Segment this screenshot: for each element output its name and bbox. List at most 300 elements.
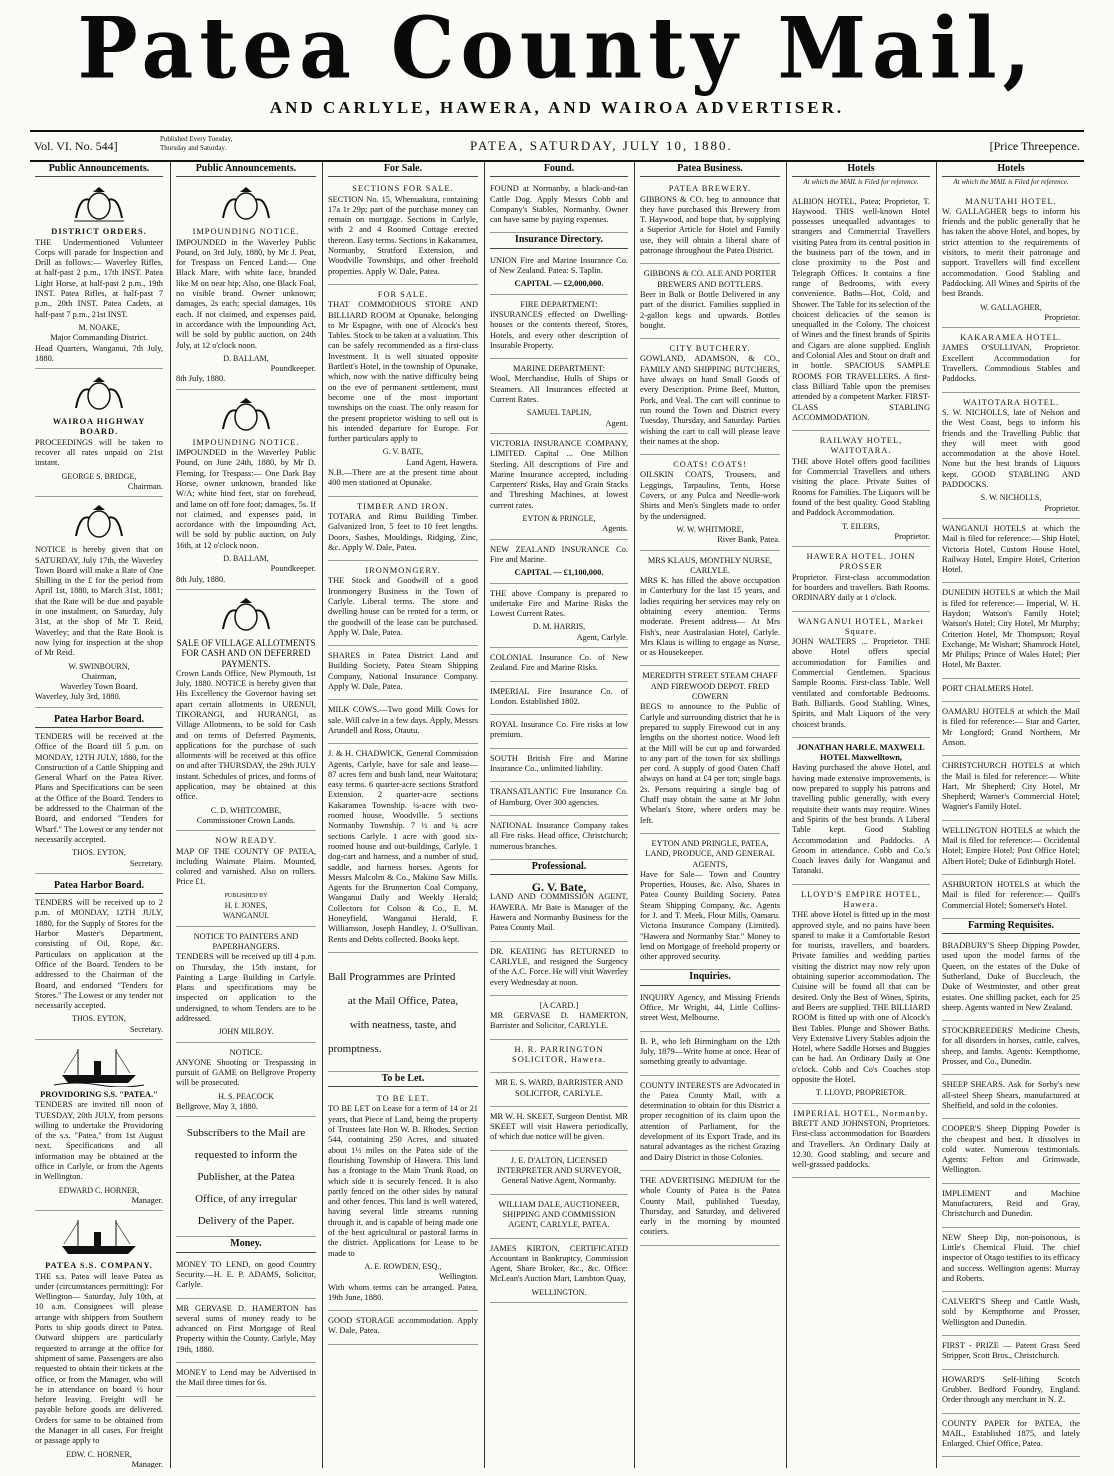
ad-stockbreeders	[942, 1023, 1080, 1075]
ad-albion-hotel	[792, 194, 930, 432]
ad-chaff-depot	[640, 668, 780, 833]
ad-coats	[640, 457, 780, 550]
ad-sections-sale	[328, 181, 478, 285]
signature: M. NOAKE,	[78, 322, 120, 332]
ad-body: SHEEP SHEARS. Ask for Sorby's new all-steel Sheep Shears, manufactured at Sheffield, and sold in the colonies.	[942, 1080, 1080, 1110]
ad-body: SECTION No. 15, Whenuakura, containing 17a 1r 29p; part of the purchase money can remain on mortgage. Sections in Carlyle, with 2 and 4 Roomed Cottage erected thereon. Easy terms. Sections in Kakaramea, Normanby, Stratford Extension, and Woodville Townships, and other freehold properties. Apply W. Dale, Patea.	[328, 194, 478, 276]
ad-line: requested to inform the	[194, 1149, 298, 1162]
signature-place: River Bank, Patea.	[717, 535, 780, 545]
ad-body: TENDERS will be received up till 4 p.m. on Thursday, the 15th instant, for Painting a Large Building in Carlyle. Plans and specifications may be inspected on application to the undersigned, to whom Tenders are to be addressed.	[176, 952, 316, 1023]
signature-title: Poundkeeper.	[270, 364, 316, 374]
ad-title: DISTRICT ORDERS.	[51, 227, 147, 237]
ad-maxwell-hotel	[792, 740, 930, 885]
royal-crest-icon	[211, 597, 281, 635]
ad-chadwick	[328, 746, 478, 953]
ad-ball-programmes	[328, 955, 478, 1072]
ad-shares	[328, 648, 478, 700]
ad-wairoa-highway	[35, 371, 163, 497]
section-heading: Patea Business.	[640, 164, 780, 177]
signature: A. E. ROWDEN, ESQ.,	[364, 1261, 442, 1271]
signature-title: Land Agent, Hawera.	[406, 457, 478, 467]
ad-title: WANGANUI HOTEL, Market Square.	[798, 616, 924, 636]
ad-line: at the Mail Office, Patea,	[347, 994, 459, 1007]
ad-store-billiard	[328, 287, 478, 497]
ad-title: COATS! COATS!	[673, 460, 747, 470]
section-heading: Public Announcements.	[176, 164, 316, 177]
ad-harbor-stores	[35, 876, 163, 1040]
ad-to-be-let	[328, 1091, 478, 1311]
ad-body: THE ADVERTISING MEDIUM for the whole County of Patea is the Patea County Mail, published Tuesday, Thursday, and Saturday, and delivered early in the morning by mounted couriers.	[640, 1175, 780, 1237]
ad-title: NOW READY.	[215, 836, 277, 846]
ad-body: TO BE LET on Lease for a term of 14 or 21 years, that Piece of Land, being the property of Trustees late Hon W. B. Rhodes, Section 544, containing 250 Acres, and situated about 1½ miles on the Patea side of the flourishing Township of Hawera. This land has a frontage to the Main Trunk Road, on which side it is securely fenced. It is also partly fenced on the other sides by natural and other fences. This land is well watered, having several little streams running through it, and is capable of being made one of the best agricultural or pastoral farms in the district. Applications for Lease to be made to	[328, 1104, 478, 1258]
capital-amount: CAPITAL — £1,100,000.	[514, 568, 604, 578]
section-heading: Found.	[490, 164, 628, 177]
ad-body: ALBION HOTEL, Patea; Proprietor, T. Haywood. THIS well-known Hotel possesses unequalled advantages to strangers and Commercial Travellers visiting Patea from its central position in the business part of the town, and in close proximity to the Post and Telegraph Offices. It contains a fine range of Bedrooms, with every convenience. Baths—Hot, Cold, and Shower. The Table for its selection of the choicest delicacies of the season is unequalled in the Colony. The choicest of Wines and the finest brands of Spirits and Cigars are alone supplied. English and Colonial Ales and Stout on draft and in bottle. SPACIOUS SAMPLE ROOMS FOR TRAVELLERS. A first-class Billiard Table upon the premises attended by a competent Marker. FIRST-CLASS STABLING ACCOMMODATION.	[792, 196, 930, 422]
ad-body: MR E. S. WARD, BARRISTER AND SOLICITOR, CARLYLE.	[495, 1078, 623, 1098]
ad-title: CITY BUTCHERY.	[669, 344, 751, 354]
ad-body: WELLINGTON HOTELS at which the Mail is filed for reference:— Occidental Hotel; Empire Hotel; Post Office Hotel; Albert Hotel; Duke of Edinburgh Hotel.	[942, 825, 1080, 866]
ad-map-county	[176, 833, 316, 926]
signature-title: Manager.	[131, 1459, 163, 1468]
ad-body: TENDERS will be received up to 2 p.m. of MONDAY, 12TH JULY, 1880, for the Supply of Stores for the Harbor Master's Department, consisting of Oil, Rope, &c. Particulars on application at the Office of the Board. Tenders to be addressed to the Chairman of the Board, and endorsed "Tenders for Stores." The Lowest or any tender not necessarily accepted.	[35, 898, 163, 1011]
ad-body: MR W. H. SKEET, Surgeon Dentist. MR SKEET will visit Hawera periodically, of which due notice will be given.	[490, 1111, 628, 1142]
ad-colonial	[490, 650, 628, 682]
ad-body: MONEY to Lend may be Advertised in the Mail three times for 6s.	[176, 1368, 316, 1388]
ad-body: THE Undermentioned Volunteer Corps will parade for Inspection and Drill as follows:— Waverley Rifles, at half-past 2 p.m., 17th INST. Patea Light Horse, at half-past 2 p.m., 19th INST. Patea Rifles, at half-past 7 p.m., 20th INST. Patea Cadets, at half-past 7 p.m., 21st INST.	[35, 237, 163, 319]
ad-title: PATEA BREWERY.	[668, 184, 752, 194]
ad-railway-hotel	[792, 433, 930, 547]
ad-date: 8th July, 1880.	[176, 374, 226, 384]
ad-title: RAILWAY HOTEL, WAITOTARA.	[819, 436, 903, 456]
ad-body: B. P., who left Birmingham on the 12th July, 1879—Write home at once. Hear of something greatly to advantage.	[640, 1036, 780, 1067]
ad-body: JAMES O'SULLIVAN, Proprietor. Excellent Accommodation for Travellers. Commodious Stables and Paddocks.	[942, 343, 1080, 384]
ad-parrington	[490, 1042, 628, 1074]
royal-crest-icon	[211, 397, 281, 435]
ad-body: BRETT AND JOHNSTON, Proprietors. First-class accommodation for Boarders and Travellers. An Ordinary Daily at 12.30. Good stabling, and secure and well-grassed paddocks.	[792, 1118, 930, 1170]
ad-title: WAITOTARA HOTEL.	[962, 397, 1060, 407]
ad-port-chalmers	[942, 681, 1080, 702]
ad-money-1	[176, 1257, 316, 1299]
ad-eyton-pringle	[640, 836, 780, 971]
signature: S. W. NICHOLLS,	[980, 493, 1042, 503]
signature: EDWARD C. HORNER,	[58, 1185, 140, 1195]
ad-body: Proprietor. First-class accommodation for boarders and travellers. Bath Rooms. ORDINARY daily at 1 o'clock.	[792, 572, 930, 603]
signature: D. M. HARRIS,	[532, 622, 586, 632]
ad-body: Having purchased the above Hotel, and having made extensive improvements, is now prepared to supply his patrons and travelling public generally, with every requisite their wants may require. Wines and Spirits of the best brands. A Liberal Table kept. Good Stabling Accommodation and Paddocks. A Groom in attendance. Cobb and Co.'s Coach leaves daily for Wanganui and Taranaki.	[792, 763, 930, 876]
ad-impounding-1	[176, 181, 316, 389]
ad-body: VICTORIA INSURANCE COMPANY, LIMITED. Capital ... One Million Sterling. All descriptions of Fire and Marine Insurance accepted, including Carpenters' Risks, Hay and Grain Stacks and Threshing Machines, at lowest current rates.	[490, 438, 628, 510]
signature-title: Proprietor.	[894, 531, 930, 541]
section-heading: Professional.	[490, 862, 628, 875]
ad-line: Subscribers to the Mail are	[186, 1127, 306, 1140]
ad-howard	[942, 1372, 1080, 1414]
ad-body: THE above Company is prepared to undertake Fire and Marine Risks the Lowest Current Rates.	[490, 588, 628, 619]
ad-skeet	[490, 1109, 628, 1151]
ad-oamaru-hotels	[942, 704, 1080, 756]
ad-body: Wool, Merchandise, Hulls of Ships or Steamers. All Insurances effected at Current Rates.	[490, 374, 628, 405]
column-4	[484, 162, 633, 1468]
ad-body: NOTICE is hereby given that on SATURDAY, July 17th, the Waverley Town Board will make a Rate of One Shilling in the £ for the period from April 1st, 1880, to March 31st, 1881; that the Rate will be due and payable in one instalment, on Saturday, July 31st, at the shop of Mr T. Reid, Waverley; and that the Rate Book is now lying for inspection at the shop of Mr Reid.	[35, 545, 163, 658]
volume-number: Vol. VI. No. 544]	[34, 139, 118, 153]
ad-body: THE s.s. Patea will leave Patea as under (circumstances permitting): For Wellington— Saturday, July 10th, at 10 a.m. Consignees will please arrange with shippers from Southern Ports to ship goods direct to Patea. Outward shippers are particularly requested to arrange at the office for shipment of same. Passengers are also requested to obtain their tickets at the office, or from the Manager, who will be in attendance on board ½ hour before leaving. Freight will be payable before goods are delivered. Orders for same to be obtained from the Manager in all cases. For freight or passage apply to	[35, 1271, 163, 1446]
ad-body: GOWLAND, ADAMSON, & CO., FAMILY AND SHIPPING BUTCHERS, have always on hand Small Goods of every Description. Prime Beef, Mutton, Pork, and Veal. The cart will continue to run round the Town and District every Tuesday, Thursday, and Saturday. Parties wishing the cart to call will please leave their names at the shop.	[640, 354, 780, 446]
ad-title: IRONMONGERY.	[365, 566, 441, 576]
ad-money-2	[176, 1301, 316, 1363]
ad-body: COOPER'S Sheep Dipping Powder is the cheapest and best. It dissolves in cold water. Numerous testimonials. Agents: Felton and Grimwade, Wellington.	[942, 1124, 1080, 1175]
signature-title: Major Commanding District.	[50, 333, 148, 343]
section-heading: Hotels	[792, 164, 930, 177]
ad-title: TO BE LET.	[376, 1094, 430, 1104]
section-heading: Farming Requisites.	[942, 921, 1080, 934]
ad-body: MR GERVASE D. HAMERTON, Barrister and Solicitor, CARLYLE.	[490, 1011, 628, 1031]
section-heading: To be Let.	[328, 1074, 478, 1087]
ad-found-dog	[490, 181, 628, 233]
ad-body: THAT COMMODIOUS STORE AND BILLIARD ROOM at Opunake, belonging to Mr Espagne, with one of Alcock's best Tables. Stock to be taken at a valuation. This can be safely recommended as a first-class Investment. It is well situated opposite Bartlett's Hotel, in the township of Opunake, which, now with the native difficulty being on the eve of permanent settlement, must become one of the most important townships on the coast. The only reason for the present proprietor wishing to sell out is his intended departure for Europe. For further particulars apply to	[328, 300, 478, 444]
steamship-icon	[54, 1047, 144, 1087]
signature-title: Agent.	[605, 418, 628, 428]
ad-body: W. GALLAGHER begs to inform his friends and the public generally that he has taken the above Hotel, and hopes, by strict attention to the requirements of visitors, to merit their patronage and support. Travellers will find excellent accommodation. Good Stabling and Paddocking. All Wines and Spirits of the best Brands.	[942, 206, 1080, 299]
ad-district-orders	[35, 181, 163, 369]
ad-title: EYTON AND PRINGLE, PATEA, LAND, PRODUCE, AND GENERAL AGENTS,	[645, 838, 775, 869]
capital-amount: CAPITAL — £2,000,000.	[514, 279, 604, 289]
ad-body: IMPOUNDED in the Waverley Public Pound, on 3rd July, 1880, by Mr J. Peat, for Trespass on Fenced Land:— One Black Mare, with white face, branded like M on near hip; Also, one Black Foal, no visible brand. Owner unknown; damages, 2s each; special damages, 10s each. If not claimed, and expenses paid, in accordance with the Impounding Act, will be sold by public auction, on 24th July, at 12 o'clock noon.	[176, 237, 316, 350]
ad-title: LLOYD'S EMPIRE HOTEL, Hawera.	[801, 889, 921, 909]
signature: EYTON & PRINGLE,	[522, 514, 596, 524]
ad-bp-notice	[640, 1034, 780, 1076]
ad-implement	[942, 1186, 1080, 1228]
signature: D. BALLAM,	[223, 554, 269, 564]
signature: C. D. WHITCOMBE,	[210, 805, 282, 815]
ad-wanganui-hotel	[792, 614, 930, 738]
ad-title: MARINE DEPARTMENT:	[512, 364, 606, 374]
ad-line: promptness.	[328, 1042, 382, 1055]
ad-hawera-hotel	[792, 549, 930, 611]
ad-ironmongery	[328, 563, 478, 646]
ad-waverley-rate	[35, 499, 163, 707]
ad-hamerton	[490, 998, 628, 1040]
royal-crest-icon	[64, 376, 134, 414]
signature: THOS. EYTON,	[72, 1014, 126, 1024]
signature: G. V. BATE,	[382, 447, 424, 457]
publication-days: Published Every Tuesday, Thursday and Saturday.	[160, 135, 233, 152]
signature: W. GALLAGHER,	[980, 302, 1042, 312]
ad-body: COLONIAL Insurance Co. of New Zealand. Fire and Marine Risks.	[490, 652, 628, 673]
ad-body: J. & H. CHADWICK, General Commission Agents, Carlyle, have for sale and lease— 87 acres fern and bush land, near Waitotara; easy terms. 6 quarter-acre sections Stratford Extension. 2 quarter-acre sections Kakaramea Township. ¼-acre with two-roomed house, Woodville. 5 sections Normanby Township. 7 ½ and ¼ acre sections Carlyle. 1 acre with good six-roomed house and out-buildings, Carlyle. 1 dog-cart and harness, and a number of stud, saddle, and harness horses. Agents for Messrs Malcolm & Co., Makino Saw Mills. Agents for the Brunnerton Coal Company, Wanganui Daily and Weekly Herald; Collectors for Colson & Co., E. M. Honeyfield, Wanganui Herald, F. Williamson, Joseph Handley, J. O'Sullivan. Rents and Debts collected. Books kept.	[328, 749, 478, 944]
royal-crest-icon	[64, 186, 134, 224]
ad-village-allotments	[176, 592, 316, 831]
publisher-label: PUBLISHED BY	[224, 892, 268, 899]
ad-body: MAP OF THE COUNTY OF PATEA, including Waimate Plains. Mounted, colored and varnished. Also on rollers. Price £1.	[176, 846, 316, 887]
section-heading: For Sale.	[328, 164, 478, 177]
signature: SAMUEL TAPLIN,	[526, 408, 592, 418]
ad-county-interests	[640, 1078, 780, 1171]
ad-title: PROVIDORING S.S. "PATEA."	[40, 1090, 158, 1099]
ad-title: Patea Harbor Board.	[35, 715, 163, 728]
signature: THOS. EYTON,	[72, 848, 126, 858]
ad-subscribers	[176, 1119, 316, 1237]
ad-body: TENDERS are invited till noon of TUESDAY, 20th JULY, from persons willing to undertake the Providoring of the s.s. "Patea," from 1st August next. Specifications and all information may be obtained at the office in Carlyle, or from the Agents in Wellington.	[35, 1100, 163, 1182]
signature: H. I. JONES,	[224, 901, 268, 911]
ad-storage	[328, 1313, 478, 1345]
ad-title: Patea Harbor Board.	[35, 881, 163, 894]
ad-dunedin-hotels	[942, 585, 1080, 678]
ad-date: 8th July, 1880.	[176, 574, 226, 584]
newspaper-subtitle: AND CARLYLE, HAWERA, AND WAIROA ADVERTISER.	[269, 98, 845, 117]
column-7	[936, 162, 1085, 1468]
ad-body: COUNTY PAPER for PATEA, the MAIL, Established 1875, and lately Enlarged. Chief Office, Patea.	[942, 1418, 1080, 1449]
royal-crest-icon	[211, 186, 281, 224]
ad-body: Have for Sale— Town and Country Properties, Houses, &c. Also, Shares in Patea County Building Society. Patea Steam Shipping Company, &c. Agents for J. and T. Meek, Flour Mills, Oamaru. Victoria Insurance Company (Limited). "Hawera and Normanby Star." Money to lend on Mortgage of freehold property or other approved security.	[640, 869, 780, 962]
ad-body: STOCKBREEDERS' Medicine Chests, for all disorders in horses, cattle, calves, sheep, and lambs. Agents: Kempthorne, Prosser, and Co., Dunedin.	[942, 1026, 1080, 1067]
ad-body: COUNTY INTERESTS are Advocated in the Patea County Mail, with a determination to obtain for this District a proper recognition of its claim upon the attention of Parliament, for the development of its Export Trade, and its natural advantages as the richest Grazing and Dairy District in those Colonies.	[640, 1080, 780, 1162]
ad-body: IMPLEMENT and Machine Manufacturers, Reid and Gray, Christchurch and Dunedin.	[942, 1188, 1080, 1219]
ad-title: TIMBER AND IRON.	[356, 501, 450, 511]
ad-mrs-klaus	[640, 553, 780, 667]
ad-body: PORT CHALMERS Hotel.	[942, 683, 1034, 693]
signature: JOHN MILROY.	[218, 1027, 274, 1037]
ad-line: Office, of any irregular	[195, 1193, 297, 1206]
ad-body: OILSKIN COATS, Trousers, and Leggings, Tarpaulins, Tents, Horse Covers, or any Pulca and Needle-work Shirts and Men's Singlets made to order by the undersigned.	[640, 470, 780, 521]
column-5	[634, 162, 785, 1468]
signature-title: Proprietor.	[1044, 312, 1080, 322]
ad-body: NEW Sheep Dip, non-poisonous, is Little's Chemical Fluid. The chief inspector of Otago testifies to its efficacy and success. Wellington agents: Murray and Roberts.	[942, 1232, 1080, 1283]
ad-city-butchery	[640, 341, 780, 455]
signature: W. W. WHITMORE,	[676, 524, 744, 534]
ad-date: Head Quarters, Wanganui, 7th July, 1880.	[35, 343, 163, 363]
ad-imperial-hotel	[792, 1106, 930, 1179]
section-heading: Inquiries.	[640, 972, 780, 985]
ad-fire-dept	[490, 297, 628, 359]
ad-body: MRS K. has filled the above occupation in Canterbury for the last 15 years, and ladies requiring her services may rely on obtaining every attention. Terms moderate. Present address— At Mrs Fish's, near Australasian Hotel, Carlyle. Mrs Klaus is willing to engage as Nurse, or as Housekeeper.	[640, 576, 780, 658]
ad-dale	[490, 1197, 628, 1239]
ad-title: FOR SALE.	[377, 289, 429, 299]
section-subheading: At which the MAIL is Filed for reference.	[803, 178, 919, 187]
signature-title: Chairman.	[127, 481, 163, 491]
ad-money-3	[176, 1365, 316, 1397]
ad-body: FOUND at Normanby, a black-and-tan Cattle Dog. Apply Messrs Cobb and Company's Stables, Normanby. Owner can have same by paying expenses.	[490, 184, 628, 225]
ad-body: INQUIRY Agency, and Missing Friends Office, Mr Wright, 44, Little Collins-street West, Melbourne.	[640, 992, 780, 1023]
ad-lloyds-empire	[792, 887, 930, 1104]
ad-body: OAMARU HOTELS at which the Mail is filed for reference:— Star and Garter, Mr Longford; Grand Northern, Mr Anson.	[942, 707, 1080, 747]
section-heading: Public Announcements.	[35, 164, 163, 177]
ad-body: JOHN WALTERS ... Proprietor. THE above Hotel offers special accommodation for Families and Commercial Gentlemen. Spacious Sample Rooms. First-class Table. Well ventilated and comfortable Bedrooms. Bath. Billiards. Good Stabling. Wines, Spirits, and Malt Liquors of the very choicest brands.	[792, 637, 930, 729]
ad-title: GIBBONS & CO. ALE AND PORTER BREWERS AND BOTTLERS.	[643, 269, 777, 289]
ad-transatlantic	[490, 784, 628, 816]
ad-harbor-wharf	[35, 710, 163, 874]
ad-title: [A CARD.]	[539, 1000, 579, 1010]
ad-union-insurance	[490, 253, 628, 295]
ad-bradbury	[942, 938, 1080, 1021]
signature-title: Secretary.	[129, 858, 163, 868]
section-heading: Hotels	[942, 164, 1080, 177]
issue-date: PATEA, SATURDAY, JULY 10, 1880.	[470, 138, 733, 153]
ad-marine-dept	[490, 361, 628, 434]
ad-line: with neatness, taste, and	[349, 1018, 457, 1031]
ad-body: CALVERT'S Sheep and Cattle Wash, sold by Kempthorne and Prosser, Wellington and Dunedin.	[942, 1297, 1080, 1327]
signature-place: WELLINGTON.	[531, 1287, 587, 1297]
section-subheading: At which the MAIL is Filed for reference.	[953, 178, 1069, 187]
signature: H. S. PEACOCK	[218, 1091, 274, 1101]
section-heading: Money.	[176, 1239, 316, 1252]
ad-title: G. V. Bate,	[531, 880, 587, 895]
ad-body: CHRISTCHURCH HOTELS at which the Mail is filed for reference:— White Hart, Mr Shepherd; City Hotel, Mr Shepherd; Warner's Commercial Hotel; Wagner's Family Hotel.	[942, 761, 1080, 812]
ad-gibbons	[640, 266, 780, 339]
signature-title: Chairman,	[81, 671, 117, 681]
ad-royal	[490, 717, 628, 749]
ad-title: MRS KLAUS, MONTHLY NURSE, CARLYLE.	[647, 555, 773, 575]
ad-body: TRANSATLANTIC Fire Insurance Co. of Hamburg. Over 300 agencies.	[490, 787, 628, 807]
ad-body: THE Stock and Goodwill of a good Ironmongery Business in the Town of Carlyle. Liberal terms. The store and dwelling house can be rented for a term, or the goodwill of the lease can be purchased. Apply W. Dale, Patea.	[328, 576, 478, 637]
ad-title: MANUTAHI HOTEL.	[965, 196, 1057, 206]
signature: W. SWINBOURN,	[68, 661, 130, 671]
ad-sheep-shears	[942, 1077, 1080, 1119]
ad-title: WAIROA HIGHWAY BOARD.	[52, 417, 146, 437]
ad-cooper	[942, 1121, 1080, 1183]
signature-title: Proprietor.	[1044, 503, 1080, 513]
ad-nz-insurance	[490, 542, 628, 584]
ad-body: FIRST - PRIZE — Patent Grass Seed Stripper, Scott Bros., Christchurch.	[942, 1341, 1080, 1361]
ad-impounding-2	[176, 392, 316, 590]
ad-dalton	[490, 1153, 628, 1195]
newspaper-title: Patea County Mail,	[77, 0, 1037, 98]
signature-title: Agents.	[602, 524, 628, 534]
ad-body: BRADBURY'S Sheep Dipping Powder, used upon the model farms of the Queen, on the estates of the Duke of Sutherland, Duke of Buccleuch, the Duke of Westminster, and other great estates. One shilling packet, each for 25 sheep. Agents wanted in New Zealand.	[942, 941, 1080, 1012]
section-heading: Insurance Directory.	[490, 235, 628, 248]
ad-ward	[490, 1075, 628, 1107]
ad-body: BEGS to announce to the Public of Carlyle and surrounding district that he is prepared to supply Firewood cut in any lengths on the shortest notice. Wood left at the Mill will be cut up and forwarded to any part of the town for six shillings per cord. A supply of good Oaten Chaff always on hand at £4 per ton; single bags 2s. Persons requiring a single bag of Chaff may obtain the same at Mr John Whelan's Store, where orders may be left.	[640, 702, 780, 825]
ad-ashburton-hotels	[942, 877, 1080, 919]
column-6	[786, 162, 935, 1468]
ad-keating	[490, 944, 628, 996]
column-3	[322, 162, 483, 1468]
ad-body: TENDERS will be received at the Office of the Board till 5 p.m. on MONDAY, 12TH JULY, 1880, for the Construction of a Cattle Shipping and General Wharf on the Patea River. Plans and Specifications can be seen at the Office of the Board. Tenders to be addressed to the Chairman of the Board, and endorsed "Tenders for Wharf." The Lowest or any tender not necessarily accepted.	[35, 731, 163, 844]
ad-body: WILLIAM DALE, AUCTIONEER, SHIPPING AND COMMISSION AGENT, CARLYLE, PATEA.	[498, 1199, 620, 1230]
ad-south-british	[490, 751, 628, 783]
ad-body: Beer in Bulk or Bottle Delivered in any part of the district. Families supplied in 2-gallon kegs and upwards. Bottles bought.	[640, 289, 780, 330]
ad-body: NATIONAL Insurance Company takes all Fire risks. Head office, Christchurch; numerous branches.	[490, 820, 628, 851]
signature: T. LLOYD, PROPRIETOR.	[815, 1088, 907, 1098]
ad-company-risks	[490, 586, 628, 648]
ad-body: TOTARA and Rimu Building Timber. Galvanized Iron, 5 feet to 10 feet lengths. Doors, Sashes, Mouldings, Ridging, Zinc, &c. Apply W. Dale, Patea.	[328, 511, 478, 552]
ad-brewery	[640, 181, 780, 264]
ad-bate	[490, 879, 628, 941]
signature-title: Secretary.	[129, 1024, 163, 1034]
ad-imperial	[490, 684, 628, 716]
signature-title: Agent, Carlyle.	[576, 632, 628, 642]
ad-body: UNION Fire and Marine Insurance Co. of New Zealand. Patea: S. Taplin.	[490, 255, 628, 276]
ad-body: JAMES KIRTON, CERTIFICATED Accountant in Bankruptcy, Commission Agent, Share Broker, &c., &c. Office: McLean's Auction Mart, Lambton Quay,	[490, 1243, 628, 1284]
ad-providoring	[35, 1042, 163, 1211]
ad-title: PATEA S.S. COMPANY.	[45, 1261, 153, 1271]
ad-title: NOTICE TO PAINTERS AND PAPERHANGERS.	[193, 931, 299, 951]
ad-body: ANYONE Shooting or Trespassing in pursuit of GAME on Bellgrove Property will be prosecuted.	[176, 1057, 316, 1088]
ad-title: NOTICE.	[229, 1047, 263, 1057]
ad-title: FIRE DEPARTMENT:	[520, 299, 598, 309]
ad-body: S. W. NICHOLLS, late of Nelson and the West Coast, begs to inform his friends and the Travelling Public that they will meet with good accommodation at the above Hotel. None but the best brands of Liquors kept. GOOD STABLING AND PADDOCKS.	[942, 407, 1080, 490]
ad-body: LAND AND COMMISSION AGENT, HAWERA. Mr Bate is Manager of the Hawera and Normanby Business for the Patea County Mail.	[490, 892, 628, 933]
signature-place: WANGANUI.	[223, 911, 269, 921]
ad-line: Ball Programmes are Printed	[328, 970, 456, 983]
ad-title: SALE OF VILLAGE ALLOTMENTS FOR CASH AND ON DEFERRED PAYMENTS.	[176, 637, 316, 669]
ad-title: IMPOUNDING NOTICE.	[192, 227, 300, 237]
ad-body: IMPOUNDED in the Waverley Public Pound, on June 24th, 1880, by Mr D. Fleming, for Trespass:— One Dark Bay Horse, owner unknown, branded like W/A; white hind feet, star on forehead, and lame on off fore foot; damages, 5s. If not claimed, and expenses paid, in accordance with the Impounding Act, will be sold by public auction, on July 16th, at 12 o'clock noon.	[176, 448, 316, 550]
signature: GEORGE S. BRIDGE,	[61, 471, 137, 481]
signature-title: Manager.	[131, 1195, 163, 1205]
ad-title: SECTIONS FOR SALE.	[352, 184, 454, 194]
ad-date: Bellgrove, May 3, 1880.	[176, 1102, 258, 1112]
ad-title: HAWERA HOTEL. JOHN PROSSER	[806, 552, 916, 572]
royal-crest-icon	[64, 504, 134, 542]
ad-milk-cows	[328, 702, 478, 744]
ad-national	[490, 818, 628, 860]
ad-body: THE above Hotel is fitted up in the most approved style, and no pains have been spared to make it a Comfortable Resort for tourists, travellers, and boarders. Private families and wedding parties visiting the district may now rely upon obtaining superior accommodation. The Cuisine will be found all that can be desired. Only the Best of Wines, Spirits, and Beers are supplied. THE BILLIARD ROOM is fitted up with one of Alcock's Best Tables. Plunge and Shower Baths. Very Extensive Livery Stables adjoin the Hotel, where Saddle Horses and Buggies can be had. An Ordinary Daily at One o'clock. Cobb and Co's Coaches stop opposite the Hotel.	[792, 910, 930, 1085]
ad-victoria-insurance	[490, 436, 628, 540]
ad-body: ASHBURTON HOTELS at which the Mail is filed for reference:— Quill's Commercial Hotel; Somerset's Hotel.	[942, 879, 1080, 910]
ad-body: Crown Lands Office, New Plymouth, 1st July, 1880. NOTICE is hereby given that His Excellency the Governor having set apart certain allotments in URENUI, TIKORANGI, and HURANGI, as Village Allotments, to be sold for Cash and on terms of Deferred Payments, applications for the purchase of such allotments will be received at this office on and after THURSDAY, the 29th JULY instant. Schedules of prices, and forms of application, may be obtained at this office.	[176, 668, 316, 802]
ad-line: Delivery of the Paper.	[197, 1215, 295, 1228]
ad-body: ROYAL Insurance Co. Fire risks at low premium.	[490, 720, 628, 740]
ad-body: SOUTH British Fire and Marine Insurance Co., unlimited liability.	[490, 753, 628, 774]
ad-painters	[176, 929, 316, 1043]
ad-wellington-hotels	[942, 823, 1080, 875]
ad-county-paper	[942, 1416, 1080, 1458]
ad-kirton	[490, 1241, 628, 1303]
ad-patea-ss	[35, 1213, 163, 1468]
ad-title: IMPOUNDING NOTICE.	[192, 437, 300, 447]
signature-title: Commissioner Crown Lands.	[196, 815, 296, 825]
signature: D. BALLAM,	[223, 353, 269, 363]
signature-org: Waverley Town Board.	[60, 682, 138, 692]
ad-body: THE above Hotel offers good facilities for Commercial Travellers and others visiting the place. Private Suites of Rooms for Families. The Liquors will be found of the best quality. Good Stabling and Paddock Accommodation.	[792, 456, 930, 518]
ad-game-notice	[176, 1045, 316, 1118]
signature: EDW. C. HORNER,	[66, 1449, 132, 1459]
ad-title: IMPERIAL HOTEL, Normanby.	[793, 1108, 929, 1118]
ad-inquiry-agency	[640, 990, 780, 1032]
steamship-icon	[54, 1218, 144, 1258]
ad-body: MONEY TO LEND, on good Country Security.—H. E. P. ADAMS, Solicitor, Carlyle.	[176, 1259, 316, 1290]
ad-body: MR GERVASE D. HAMERTON has several sums of money ready to be advanced on First Mortgage of Real Property within the County. Carlyle, May 19th, 1880.	[176, 1303, 316, 1354]
ad-body: IMPERIAL Fire Insurance Co. of London. Established 1802.	[490, 686, 628, 706]
ad-body: INSURANCES effected on Dwelling-houses or the contents thereof, Stores, Hotels, and every other description of Insurable Property.	[490, 309, 628, 350]
ad-advertising-medium	[640, 1173, 780, 1246]
ad-body: MILK COWS.—Two good Milk Cows for sale. Will calve in a few days. Apply, Messrs Arundell and Ross, Otautu.	[328, 705, 478, 735]
ad-body: HOWARD'S Self-lifting Scotch Grubber. Bedford Foundry, England. Order through any merchant in N. Z.	[942, 1374, 1080, 1405]
dateline	[30, 130, 1084, 162]
ad-christchurch-hotels	[942, 758, 1080, 820]
columns	[30, 162, 1084, 1468]
ad-kakaramea-hotel	[942, 330, 1080, 392]
ad-timber-iron	[328, 499, 478, 561]
ad-note: With whom terms can be arranged. Patea, 19th June, 1880.	[328, 1282, 478, 1302]
ad-note: N.B.—There are at the present time about 400 men stationed at Opunake.	[328, 468, 478, 488]
ad-manutahi-hotel	[942, 194, 1080, 329]
ad-body: J. E. D'ALTON, LICENSED INTERPRETER AND SURVEYOR, General Native Agent, Normanby.	[496, 1155, 622, 1186]
column-1	[30, 162, 168, 1468]
ad-date: Waverley, July 3rd, 1880.	[35, 692, 121, 702]
ad-body: SHARES in Patea District Land and Building Society, Patea Steam Shipping Company, National Insurance Company. Apply W. Dale, Patea.	[328, 651, 478, 692]
masthead	[0, 0, 1114, 96]
ad-body: DUNEDIN HOTELS at which the Mail is filed for reference:— Imperial, W. H. Haydon; Watson's Family Hotel; Watson's Hotel; City Hotel, Mr Murphy; Criterion Hotel, Mr Thompson; Royal Exchange, Mr Wishart; Shamrock Hotel, Mr Philips; Prince of Wales Hotel; Pier Hotel, Mr Baxter.	[942, 588, 1080, 670]
ad-title: MEREDITH STREET STEAM CHAFF AND FIREWOOD DEPOT. FRED COWERN	[642, 671, 778, 702]
ad-new-sheep-dip	[942, 1230, 1080, 1292]
ad-wanganui-hotels	[942, 521, 1080, 583]
column-2	[170, 162, 321, 1468]
ad-body: PROCEEDINGS will be taken to recover all rates unpaid on 21st instant.	[35, 437, 163, 468]
ad-body: GOOD STORAGE accommodation. Apply W. Dale, Patea.	[328, 1316, 478, 1336]
ad-title: JONATHAN HARLE. MAXWELL HOTEL Maxwelltown,	[797, 742, 925, 763]
ad-line: Publisher, at the Patea	[197, 1171, 295, 1184]
signature-title: Poundkeeper.	[270, 564, 316, 574]
